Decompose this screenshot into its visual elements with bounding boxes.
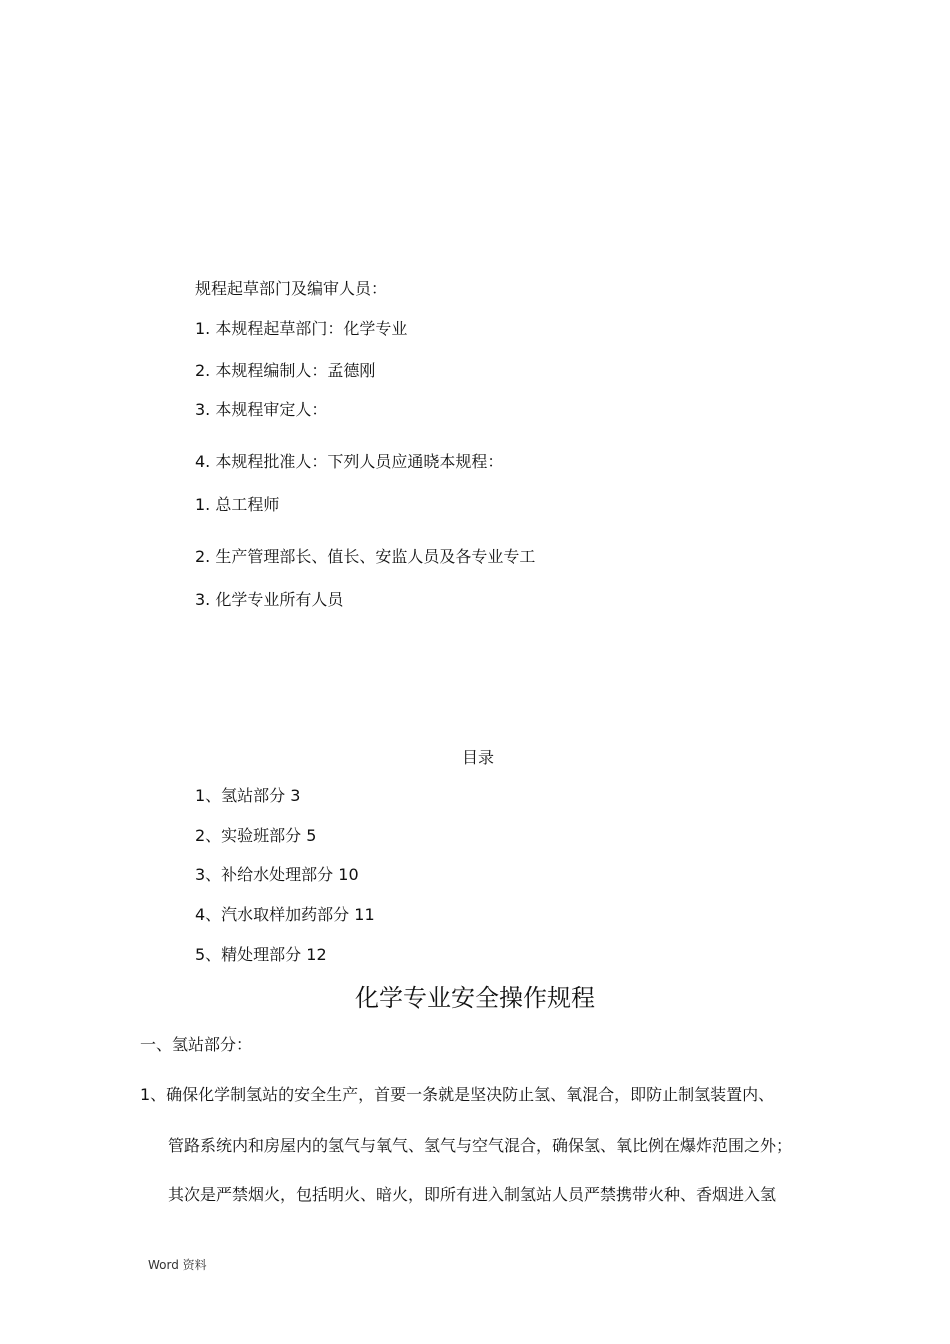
- toc-item[interactable]: 1、氢站部分 3: [195, 786, 301, 805]
- paragraph-line: 其次是严禁烟火，包括明火、暗火，即所有进入制氢站人员严禁携带火种、香烟进入氢: [168, 1185, 777, 1204]
- preface-item-drafting-dept: 1. 本规程起草部门：化学专业: [195, 319, 408, 338]
- preface-item-chief-engineer: 1. 总工程师: [195, 495, 280, 514]
- preface-item-managers: 2. 生产管理部长、值长、安监人员及各专业专工: [195, 547, 536, 566]
- preface-item-reviewer: 3. 本规程审定人：: [195, 400, 328, 419]
- preface-item-all-staff: 3. 化学专业所有人员: [195, 590, 344, 609]
- section-heading: 一、氢站部分：: [140, 1035, 253, 1054]
- preface-item-compiler: 2. 本规程编制人：孟德刚: [195, 361, 376, 380]
- paragraph-line: 1、确保化学制氢站的安全生产，首要一条就是坚决防止氢、氧混合，即防止制氢装置内、: [140, 1085, 775, 1104]
- paragraph-line: 管路系统内和房屋内的氢气与氧气、氢气与空气混合，确保氢、氧比例在爆炸范围之外；: [168, 1136, 793, 1155]
- footer-label: Word 资料: [148, 1258, 207, 1272]
- toc-title: 目录: [461, 748, 494, 767]
- toc-item[interactable]: 3、补给水处理部分 10: [195, 865, 359, 884]
- toc-item[interactable]: 2、实验班部分 5: [195, 826, 317, 845]
- preface-item-approver: 4. 本规程批准人：下列人员应通晓本规程：: [195, 452, 504, 471]
- preface-heading: 规程起草部门及编审人员：: [195, 279, 388, 298]
- page-title: 化学专业安全操作规程: [355, 984, 595, 1012]
- toc-item[interactable]: 5、精处理部分 12: [195, 945, 327, 964]
- toc-item[interactable]: 4、汽水取样加药部分 11: [195, 905, 375, 924]
